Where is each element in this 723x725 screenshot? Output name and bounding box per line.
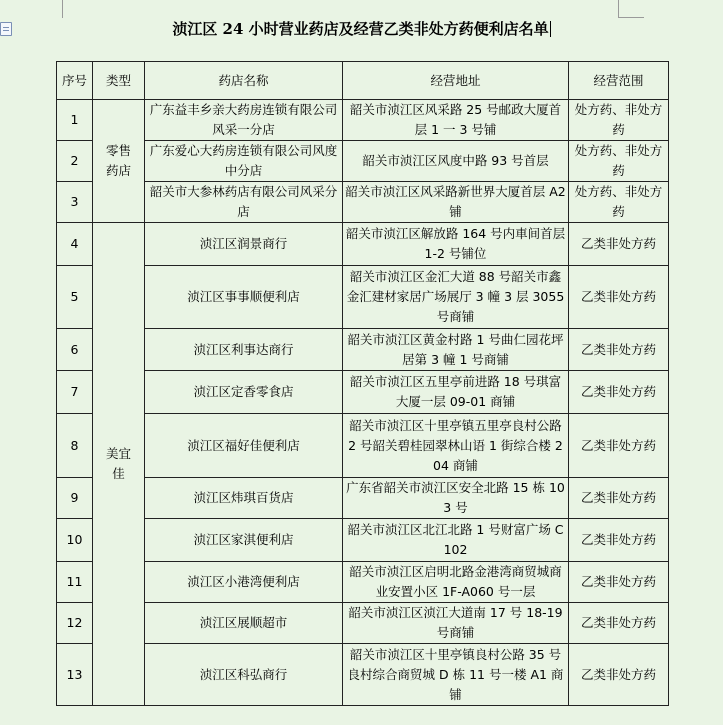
cell-seq: 13 xyxy=(57,644,93,706)
cell-scope: 处方药、非处方药 xyxy=(569,141,669,182)
cell-seq: 1 xyxy=(57,100,93,141)
cell-scope: 处方药、非处方药 xyxy=(569,182,669,223)
crop-mark-right xyxy=(618,0,619,18)
cell-name: 浈江区福好佳便利店 xyxy=(145,414,343,478)
table-row xyxy=(57,562,669,603)
cell-name: 浈江区利事达商行 xyxy=(145,329,343,371)
cell-name: 浈江区展顺超市 xyxy=(145,603,343,644)
cell-scope: 乙类非处方药 xyxy=(569,478,669,519)
table-row xyxy=(57,266,669,329)
document-title-line[interactable] xyxy=(0,19,723,39)
cell-address: 韶关市浈江区黄金村路 1 号曲仁园花坪居第 3 幢 1 号商铺 xyxy=(343,329,569,371)
table-row xyxy=(57,223,669,266)
cell-seq: 8 xyxy=(57,414,93,478)
cell-address: 韶关市浈江区北江北路 1 号财富广场 C102 xyxy=(343,519,569,562)
cell-seq: 7 xyxy=(57,371,93,414)
cell-name: 浈江区家淇便利店 xyxy=(145,519,343,562)
cell-address: 韶关市浈江区启明北路金港湾商贸城商业安置小区 1F-A060 号一层 xyxy=(343,562,569,603)
cell-address: 韶关市浈江区十里亭镇五里亭良村公路 2 号韶关碧桂园翠林山语 1 街综合楼 204 商铺 xyxy=(343,414,569,478)
cell-scope: 处方药、非处方药 xyxy=(569,100,669,141)
table-row xyxy=(57,414,669,478)
cell-address: 韶关市浈江区浈江大道南 17 号 18-19 号商铺 xyxy=(343,603,569,644)
header-type: 类型 xyxy=(93,62,145,100)
cell-seq: 12 xyxy=(57,603,93,644)
cell-name: 浈江区润景商行 xyxy=(145,223,343,266)
cell-scope: 乙类非处方药 xyxy=(569,603,669,644)
table-body xyxy=(57,100,669,706)
cell-type-retail: 零售药店 xyxy=(93,100,145,223)
table-row xyxy=(57,371,669,414)
crop-mark-right-horizontal xyxy=(618,17,644,18)
table-row xyxy=(57,329,669,371)
cell-seq: 3 xyxy=(57,182,93,223)
table-row xyxy=(57,644,669,706)
cell-scope: 乙类非处方药 xyxy=(569,266,669,329)
table-row xyxy=(57,141,669,182)
cell-name: 韶关市大参林药店有限公司风采分店 xyxy=(145,182,343,223)
cell-seq: 6 xyxy=(57,329,93,371)
cell-scope: 乙类非处方药 xyxy=(569,562,669,603)
cell-name: 浈江区小港湾便利店 xyxy=(145,562,343,603)
cell-name: 广东益丰乡亲大药房连锁有限公司风采一分店 xyxy=(145,100,343,141)
cell-address: 广东省韶关市浈江区安全北路 15 栋 103 号 xyxy=(343,478,569,519)
table-row xyxy=(57,100,669,141)
cell-seq: 2 xyxy=(57,141,93,182)
cell-address: 韶关市浈江区十里亭镇良村公路 35 号良村综合商贸城 D 栋 11 号一楼 A1 商铺 xyxy=(343,644,569,706)
cell-scope: 乙类非处方药 xyxy=(569,644,669,706)
cell-seq: 4 xyxy=(57,223,93,266)
cell-address: 韶关市浈江区解放路 164 号内車间首层 1-2 号铺位 xyxy=(343,223,569,266)
cell-seq: 11 xyxy=(57,562,93,603)
cell-type-meiyijia: 美宜佳 xyxy=(93,223,145,706)
header-seq: 序号 xyxy=(57,62,93,100)
cell-name: 浈江区科弘商行 xyxy=(145,644,343,706)
cell-name: 浈江区炜琪百货店 xyxy=(145,478,343,519)
table-row xyxy=(57,478,669,519)
cell-scope: 乙类非处方药 xyxy=(569,223,669,266)
cell-seq: 5 xyxy=(57,266,93,329)
cell-scope: 乙类非处方药 xyxy=(569,329,669,371)
text-cursor xyxy=(550,21,551,37)
cell-scope: 乙类非处方药 xyxy=(569,414,669,478)
crop-mark-left xyxy=(62,0,63,18)
cell-seq: 10 xyxy=(57,519,93,562)
table-header-row xyxy=(57,62,669,100)
document-title: 浈江区 24 小时营业药店及经营乙类非处方药便利店名单 xyxy=(172,20,549,38)
cell-name: 浈江区事事顺便利店 xyxy=(145,266,343,329)
cell-address: 韶关市浈江区风度中路 93 号首层 xyxy=(343,141,569,182)
pharmacy-list-table xyxy=(56,61,669,706)
cell-scope: 乙类非处方药 xyxy=(569,519,669,562)
cell-address: 韶关市浈江区风采路新世界大厦首层 A2 铺 xyxy=(343,182,569,223)
cell-seq: 9 xyxy=(57,478,93,519)
table-row xyxy=(57,182,669,223)
cell-address: 韶关市浈江区金汇大道 88 号韶关市鑫金汇建材家居广场展厅 3 幢 3 层 3055 号商铺 xyxy=(343,266,569,329)
table-row xyxy=(57,519,669,562)
header-name: 药店名称 xyxy=(145,62,343,100)
cell-address: 韶关市浈江区风采路 25 号邮政大厦首层 1 一 3 号铺 xyxy=(343,100,569,141)
table-row xyxy=(57,603,669,644)
header-scope: 经营范围 xyxy=(569,62,669,100)
cell-scope: 乙类非处方药 xyxy=(569,371,669,414)
cell-name: 广东爱心大药房连锁有限公司风度中分店 xyxy=(145,141,343,182)
cell-address: 韶关市浈江区五里亭前进路 18 号琪富大厦一层 09-01 商铺 xyxy=(343,371,569,414)
cell-name: 浈江区定香零食店 xyxy=(145,371,343,414)
header-address: 经营地址 xyxy=(343,62,569,100)
